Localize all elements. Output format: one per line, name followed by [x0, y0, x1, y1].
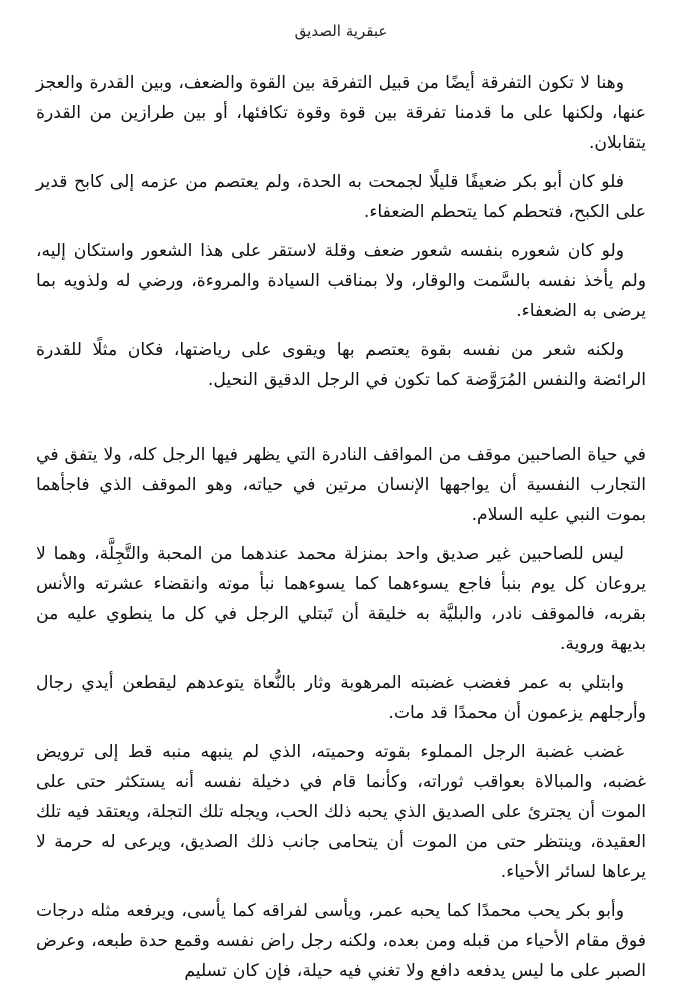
running-header: عبقرية الصديق — [294, 22, 388, 40]
paragraph-2: فلو كان أبو بكر ضعيفًا قليلًا لجمحت به الحدة، ولم يعتصم من عزمه إلى كابح قدير على الكبح، فتحطم كما يتحطم الضعفاء. — [36, 172, 646, 222]
paragraph-1: وهنا لا تكون التفرقة أيضًا من قبيل التفرقة بين القوة والضعف، وبين القدرة والعجز عنها، ولكنها على ما قدمنا تفرقة بين قوة وقوة تكافئها، أو بين طرازين من القدرة يتقابلان. — [36, 73, 646, 153]
paragraph-3: ولو كان شعوره بنفسه شعور ضعف وقلة لاستقر على هذا الشعور واستكان إليه، ولم يأخذ نفسه بالسَّمت والوقار، ولا بمناقب السيادة والمروءة، ورضي له ولذويه بما يرضى به الضعفاء. — [36, 241, 646, 321]
paragraph-9: وأبو بكر يحب محمدًا كما يحبه عمر، ويأسى لفراقه كما يأسى، ويرفعه مثله درجات فوق مقام الأحياء من قبله ومن بعده، ولكنه رجل راض نفسه وقمع حدة طبعه، وعرض الصبر على ما ليس يدفعه دافع ولا تغني فيه حيلة، فإن كان تسليم — [36, 901, 646, 981]
paragraph-7: وابتلي به عمر فغضب غضبته المرهوبة وثار بالنُّعاة يتوعدهم ليقطعن أيدي رجال وأرجلهم يزعمون أن محمدًا قد مات. — [36, 673, 646, 723]
paragraph-5: في حياة الصاحبين موقف من المواقف النادرة التي يظهر فيها الرجل كله، ولا يتفق في التجارب النفسية أن يواجهها الإنسان مرتين في حياته، وهو الموقف الذي فاجأهما بموت النبي عليه السلام. — [36, 445, 646, 525]
paragraph-4: ولكنه شعر من نفسه بقوة يعتصم بها ويقوى على رياضتها، فكان مثلًا للقدرة الرائضة والنفس المُرَوَّضة كما تكون في الرجل الدقيق النحيل. — [36, 340, 646, 390]
section-break — [36, 404, 646, 440]
paragraph-8: غضب غضبة الرجل المملوء بقوته وحميته، الذي لم ينبهه منبه قط إلى ترويض غضبه، والمبالاة بعواقب ثوراته، وكأنما قام في دخيلة نفسه أنه يستكثر حتى على الموت أن يجترئ على الصديق الذي يحبه ذلك الحب، ويجله تلك التجلة، ويعتقد فيه تلك العقيدة، وينتظر حتى من الموت أن يتحامى جانب ذلك الصديق، ويرعى له حرمة لا يرعاها لسائر الأحياء. — [36, 742, 646, 882]
paragraph-6: ليس للصاحبين غير صديق واحد بمنزلة محمد عندهما من المحبة والتَّجِلَّة، وهما لا يروعان كل يوم بنبأ فاجع يسوءهما كما يسوءهما نبأ موته وانقضاء عشرته والأنس بقربه، فالموقف نادر، والبليَّة به خليقة أن تَبتلي الرجل في كل ما ينطوي عليه من بديهة وروية. — [36, 544, 646, 654]
